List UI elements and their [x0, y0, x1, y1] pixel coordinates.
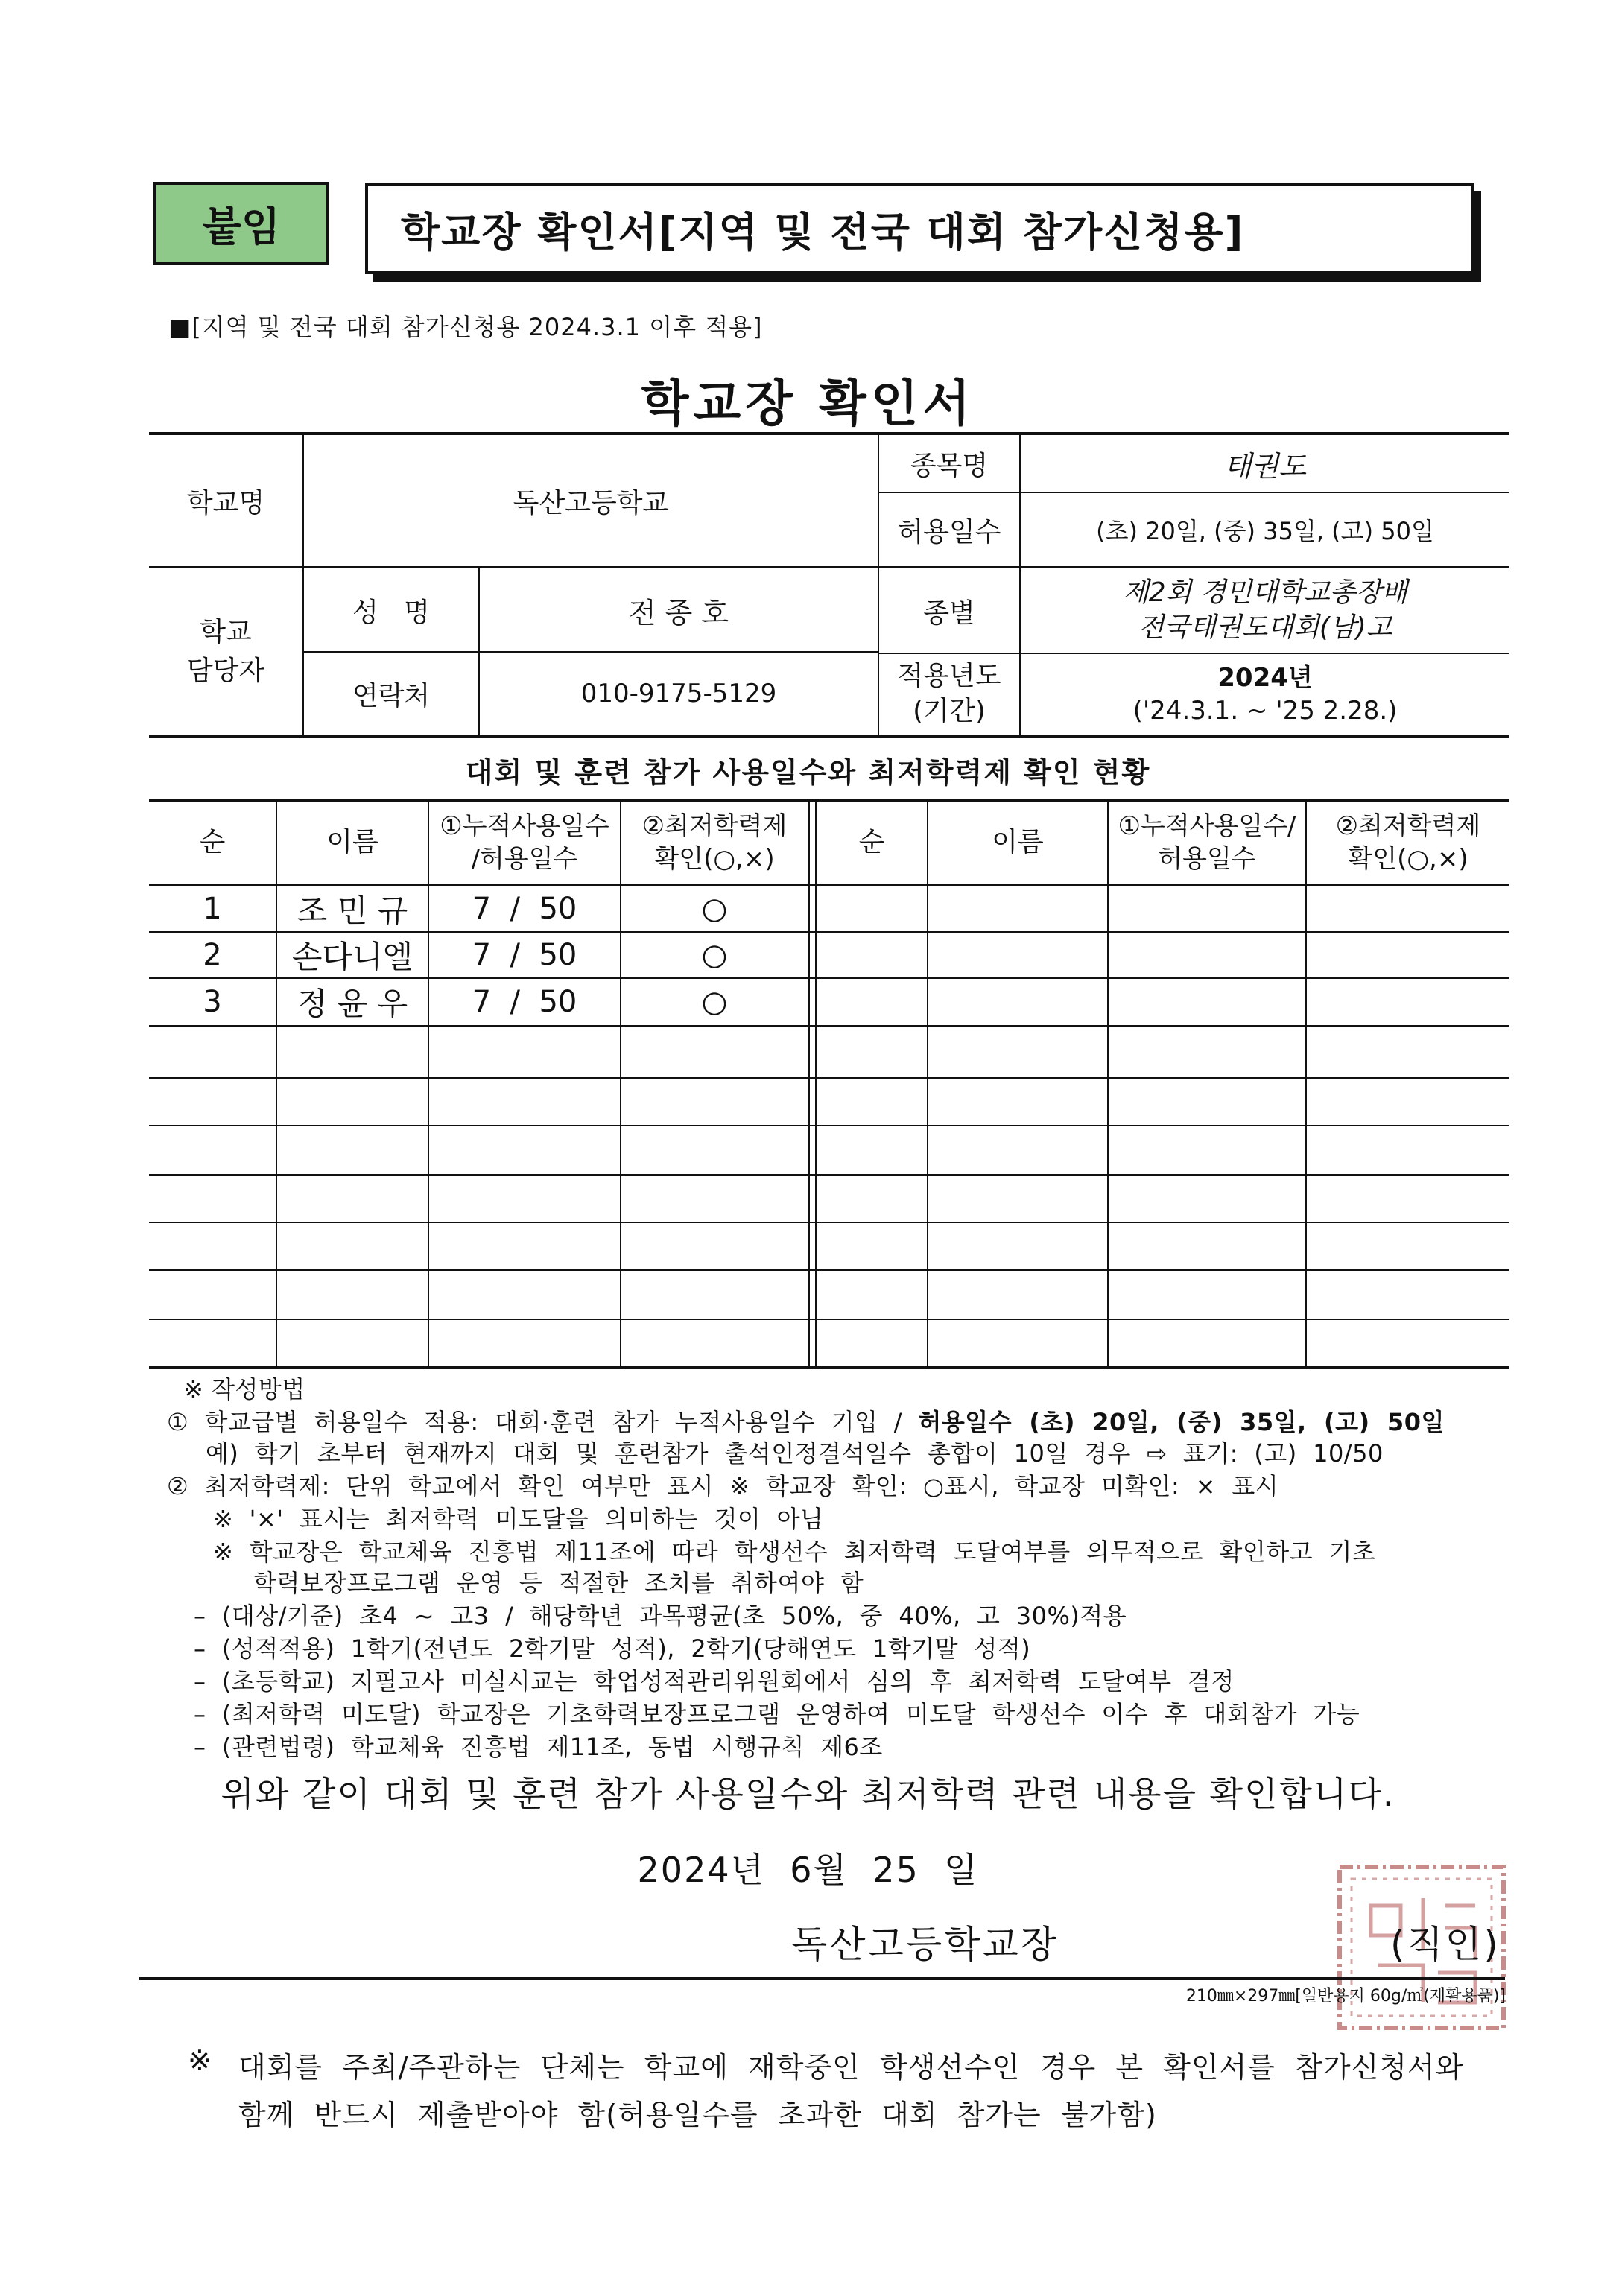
- instruction-2: ② 최저학력제: 단위 학교에서 확인 여부만 표시 ※ 학교장 확인: ○표시, 학교장 미확인: × 표시: [167, 1472, 1279, 1500]
- document-title-box: 학교장 확인서[지역 및 전국 대회 참가신청용]: [365, 183, 1474, 274]
- table-row-check: ○: [701, 938, 728, 972]
- event-value-line2: 전국태권도대회(남)고: [1138, 612, 1392, 643]
- manager-label: [149, 569, 302, 735]
- roster-header-minimum: [621, 802, 808, 884]
- table-row-days: 7 / 50: [472, 938, 577, 972]
- manager-name-value: 전 종 호: [628, 596, 729, 630]
- sport-label: 종목명: [910, 450, 989, 481]
- table-row-name: 정 윤 우: [297, 986, 408, 1022]
- detail-1: – (대상/기준) 초4 ~ 고3 / 해당학년 과목평균(초 50%, 중 40%, 고 30%)적용: [194, 1602, 1127, 1630]
- roster-header-minimum-right-line2: 확인(○,×): [1348, 844, 1468, 874]
- roster-header-days: [429, 802, 620, 884]
- year-label: [879, 654, 1019, 735]
- year-value: [1021, 654, 1509, 735]
- applicability-note: ■[지역 및 전국 대회 참가신청용 2024.3.1 이후 적용]: [168, 313, 763, 341]
- sport-value: 태권도: [1223, 449, 1307, 483]
- page-title: 학교장 확인서: [641, 375, 975, 432]
- roster-header-name: 이름: [326, 826, 378, 857]
- confirmation-statement: 위와 같이 대회 및 훈련 참가 사용일수와 최저학력 관련 내용을 확인합니다.: [221, 1774, 1395, 1814]
- roster-header-days-right-line2: 허용일수: [1158, 844, 1256, 874]
- signing-date: 2024년 6월 25 일: [637, 1850, 979, 1890]
- contact-label: 연락처: [352, 680, 431, 711]
- event-value: [1021, 569, 1509, 653]
- roster-header-no-right: 순: [858, 826, 885, 857]
- paper-spec: 210㎜×297㎜[일반용지 60g/㎡(재활용품)]: [1185, 1987, 1506, 2005]
- table-row-days: 7 / 50: [472, 891, 577, 926]
- roster-header-no: 순: [199, 826, 226, 857]
- detail-3: – (초등학교) 지필고사 미실시교는 학업성적관리위원회에서 심의 후 최저학력 도달여부 결정: [194, 1667, 1235, 1696]
- divider: [139, 1977, 1505, 1980]
- allowed-days-label: 허용일수: [897, 516, 1001, 548]
- attachment-badge: 붙임: [153, 182, 329, 265]
- year-value-line1: 2024년: [1217, 662, 1313, 693]
- year-label-line2: (기간): [913, 696, 986, 726]
- table-row-name: 손다니엘: [291, 939, 413, 975]
- instruction-1-bold: 허용일수 (초) 20일, (중) 35일, (고) 50일: [918, 1408, 1445, 1436]
- instruction-2-note-a: ※ '×' 표시는 최저학력 미도달을 의미하는 것이 아님: [213, 1505, 824, 1533]
- table-row-check: ○: [701, 985, 728, 1019]
- instruction-1-example: 예) 학기 초부터 현재까지 대회 및 훈련참가 출석인정결석일수 총합이 10일 경우 ⇨ 표기: (고) 10/50: [206, 1439, 1384, 1468]
- footer-mark: ※: [188, 2044, 212, 2077]
- detail-5: – (관련법령) 학교체육 진흥법 제11조, 동법 시행규칙 제6조: [194, 1733, 883, 1761]
- manager-name-label: 성 명: [352, 597, 430, 628]
- year-label-line1: 적용년도: [897, 661, 1001, 692]
- roster-header-minimum-right-line1: ②최저학력제: [1335, 811, 1481, 841]
- roster-header-days-line1: ①누적사용일수: [440, 811, 609, 841]
- table-row-no: 3: [203, 985, 222, 1019]
- manager-label-line1: 학교: [200, 616, 252, 647]
- table-row-no: 2: [203, 938, 222, 972]
- detail-2: – (성적적용) 1학기(전년도 2학기말 성적), 2학기(당해연도 1학기말 성적): [194, 1634, 1031, 1663]
- roster-header-days-line2: /허용일수: [471, 844, 578, 874]
- roster-header-minimum-right: [1307, 802, 1509, 884]
- school-name-label: 학교명: [186, 487, 265, 518]
- manager-label-line2: 담당자: [186, 656, 265, 686]
- roster-header-days-right: [1109, 802, 1305, 884]
- footer-line-2: 함께 반드시 제출받아야 함(허용일수를 초과한 대회 참가는 불가함): [238, 2099, 1157, 2131]
- instruction-1: [167, 1404, 1445, 1438]
- event-label: 종별: [923, 597, 975, 629]
- table-row-name: 조 민 규: [297, 892, 408, 929]
- principal-name: 독산고등학교장: [791, 1923, 1059, 1966]
- roster-header-minimum-line1: ②최저학력제: [641, 811, 788, 841]
- seal-label: (직인): [1390, 1923, 1501, 1966]
- roster-header-name-right: 이름: [992, 826, 1044, 857]
- instruction-1-text: ① 학교급별 허용일수 적용: 대회·훈련 참가 누적사용일수 기입 /: [167, 1408, 903, 1436]
- instruction-2-note-b: ※ 학교장은 학교체육 진흥법 제11조에 따라 학생선수 최저학력 도달여부를 의무적으로 확인하고 기초: [213, 1538, 1376, 1566]
- roster-header-days-right-line1: ①누적사용일수/: [1118, 811, 1296, 841]
- roster-header-minimum-line2: 확인(○,×): [654, 844, 775, 874]
- school-name-value: 독산고등학교: [513, 487, 669, 518]
- table-row-no: 1: [203, 891, 222, 926]
- footer-line-1: 대회를 주최/주관하는 단체는 학교에 재학중인 학생선수인 경우 본 확인서를 참가신청서와: [238, 2051, 1464, 2084]
- detail-4: – (최저학력 미도달) 학교장은 기초학력보장프로그램 운영하여 미도달 학생선수 이수 후 대회참가 가능: [194, 1700, 1360, 1728]
- year-value-line2: ('24.3.1. ~ '25 2.28.): [1132, 696, 1398, 726]
- instructions-heading: ※ 작성방법: [183, 1375, 305, 1404]
- instruction-2-note-b-cont: 학력보장프로그램 운영 등 적절한 조치를 취하여야 함: [253, 1569, 864, 1597]
- allowed-days-value: (초) 20일, (중) 35일, (고) 50일: [1096, 517, 1434, 545]
- event-value-line1: 제2회 경민대학교총장배: [1122, 577, 1408, 609]
- contact-value: 010-9175-5129: [580, 679, 777, 708]
- roster-section-title: 대회 및 훈련 참가 사용일수와 최저학력제 확인 현황: [465, 755, 1151, 789]
- table-row-days: 7 / 50: [472, 985, 577, 1019]
- table-row-check: ○: [701, 891, 728, 926]
